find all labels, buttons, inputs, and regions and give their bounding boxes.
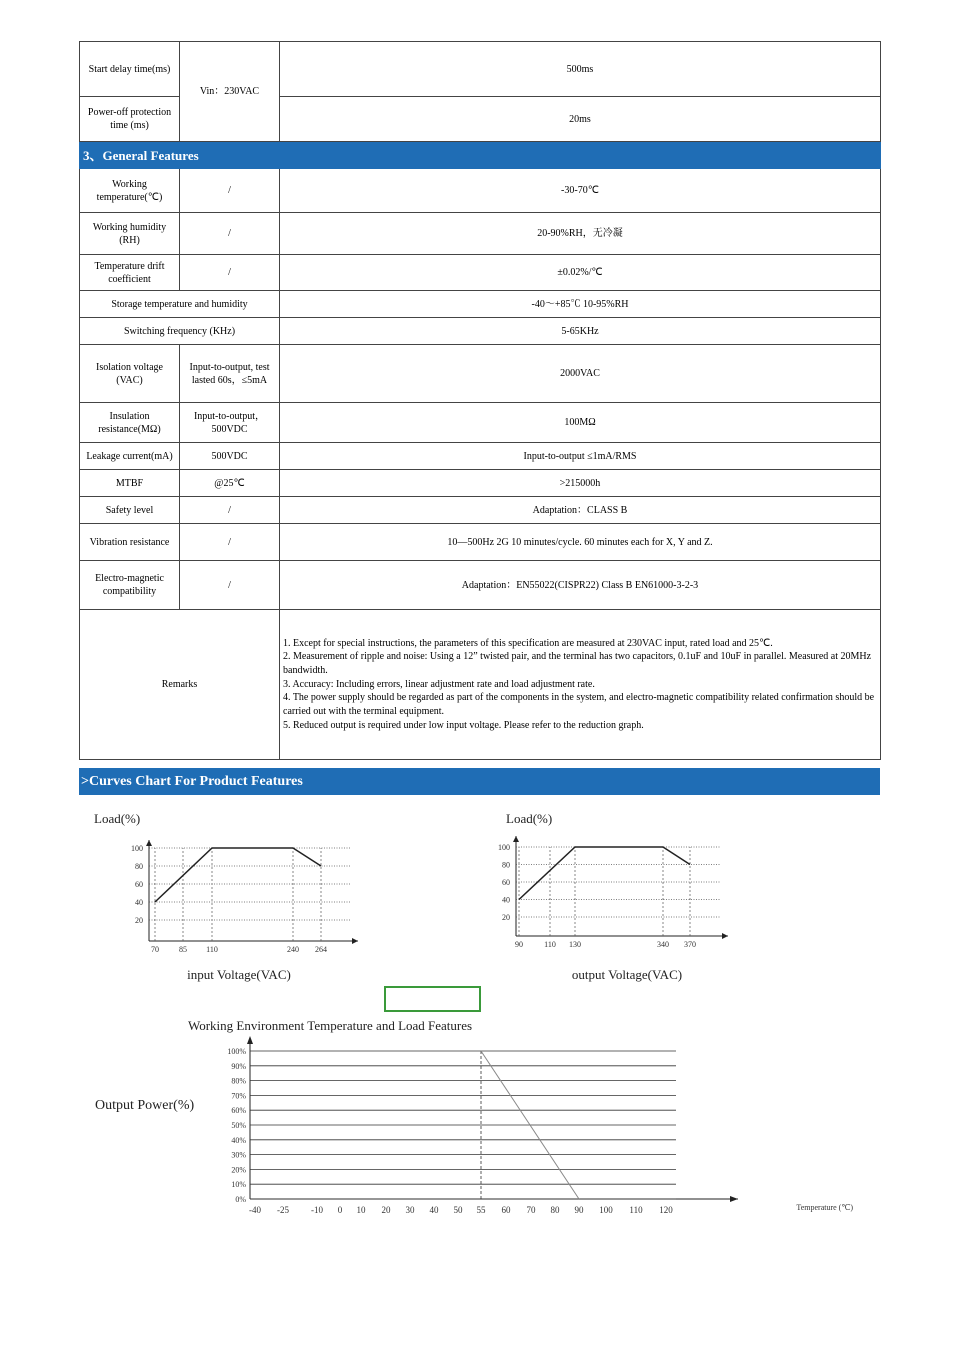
- y-tick-label: 40: [135, 898, 143, 907]
- y-axis-arrow: [513, 836, 519, 842]
- leakage-cond: 500VDC: [180, 443, 280, 470]
- x-tick-label: 85: [179, 945, 187, 954]
- x-tick-label: 110: [629, 1205, 643, 1215]
- x-tick-label: 30: [405, 1205, 415, 1215]
- drift-label: Temperature drift coefficient: [80, 255, 180, 291]
- y-tick-label: 80: [502, 860, 510, 870]
- switching-label: Switching frequency (KHz): [80, 318, 280, 345]
- isolation-cond: Input-to-output, test lasted 60s，≤5mA: [180, 345, 280, 403]
- x-tick-label: 370: [684, 940, 696, 949]
- remarks-text: [280, 610, 881, 760]
- humidity-label: Working humidity (RH): [80, 213, 180, 255]
- drift-value: ±0.02%/℃: [280, 255, 881, 291]
- drift-cond: /: [180, 255, 280, 291]
- start-delay-value: 500ms: [280, 42, 881, 97]
- mtbf-value: >215000h: [280, 470, 881, 497]
- y-axis-title: Output Power(%): [95, 1098, 195, 1113]
- working-temp-value: -30-70℃: [280, 169, 881, 213]
- y-tick-label: 40: [502, 895, 510, 905]
- vibration-value: 10—500Hz 2G 10 minutes/cycle. 60 minutes each for X, Y and Z.: [280, 524, 881, 561]
- insulation-label: Insulation resistance(MΩ): [80, 403, 180, 443]
- poweroff-label: Power-off protection time (ms): [80, 97, 180, 142]
- curves-section-header: [79, 768, 880, 795]
- y-tick-label: 90%: [231, 1061, 246, 1071]
- x-tick-label: 110: [544, 940, 556, 949]
- isolation-value: 2000VAC: [280, 345, 881, 403]
- remark-line: 3. Accuracy: Including errors, linear adjustment rate and load adjustment rate.: [283, 678, 595, 690]
- x-tick-label: 100: [599, 1205, 613, 1215]
- vibration-label: Vibration resistance: [80, 524, 180, 561]
- emc-cond: /: [180, 561, 280, 610]
- curves-title: >Curves Chart For Product Features: [81, 774, 303, 789]
- remarks-label: Remarks: [80, 610, 280, 760]
- y-tick-label: 100: [131, 844, 143, 853]
- y-axis-arrow: [146, 840, 152, 846]
- remark-line: 4. The power supply should be regarded as part of the components in the system, and electro-magnetic compatibility related confirmation should be carried out with the terminal equipment.: [283, 692, 875, 718]
- y-tick-label: 10%: [231, 1180, 246, 1190]
- y-tick-label: 80: [135, 862, 143, 871]
- start-delay-label: Start delay time(ms): [80, 42, 180, 97]
- remark-line: 5. Reduced output is required under low input voltage. Please refer to the reduction graph.: [283, 719, 644, 731]
- x-tick-label: 60: [501, 1205, 511, 1215]
- y-tick-label: 20%: [231, 1165, 246, 1175]
- y-axis-title: Load(%): [94, 811, 141, 826]
- y-tick-label: 60: [502, 878, 510, 887]
- insulation-value: 100MΩ: [280, 403, 881, 443]
- x-tick-label: -25: [277, 1205, 289, 1215]
- x-tick-label: 80: [550, 1205, 560, 1215]
- leakage-label: Leakage current(mA): [80, 443, 180, 470]
- mtbf-label: MTBF: [80, 470, 180, 497]
- load-curve: [155, 848, 321, 902]
- safety-cond: /: [180, 497, 280, 524]
- emc-label: Electro-magnetic compatibility: [80, 561, 180, 610]
- y-tick-label: 100%: [227, 1047, 246, 1056]
- x-tick-label: 120: [659, 1205, 673, 1215]
- vin-condition: Vin：230VAC: [180, 42, 280, 142]
- x-tick-label: 70: [526, 1205, 536, 1215]
- safety-label: Safety level: [80, 497, 180, 524]
- x-tick-label: 50: [453, 1205, 463, 1215]
- emc-value: Adaptation：EN55022(CISPR22) Class B EN61000-3-2-3: [280, 561, 881, 610]
- x-tick-label: 90: [574, 1205, 584, 1215]
- x-axis-arrow: [722, 933, 728, 939]
- y-tick-label: 0%: [235, 1195, 246, 1204]
- selection-box: [384, 986, 481, 1012]
- x-axis-title: Temperature (℃): [796, 1203, 853, 1212]
- leakage-value: Input-to-output ≤1mA/RMS: [280, 443, 881, 470]
- remark-line: 2. Measurement of ripple and noise: Using a 12” twisted pair, and the terminal has two capacitors, 0.1uF and 10uF in parallel. Measured at 20MHz bandwidth.: [283, 651, 872, 676]
- x-axis-title: output Voltage(VAC): [571, 967, 683, 982]
- y-tick-label: 100: [498, 843, 510, 852]
- y-tick-label: 30%: [231, 1150, 246, 1160]
- poweroff-value: 20ms: [280, 97, 881, 142]
- spec-table: [79, 41, 881, 760]
- x-tick-label: 20: [381, 1205, 391, 1215]
- x-tick-label: -40: [249, 1205, 261, 1215]
- vibration-cond: /: [180, 524, 280, 561]
- humidity-cond: /: [180, 213, 280, 255]
- y-tick-label: 60: [135, 880, 143, 889]
- x-axis-title: input Voltage(VAC): [187, 967, 291, 982]
- y-tick-label: 60%: [231, 1106, 246, 1116]
- y-tick-label: 20: [502, 913, 510, 922]
- y-tick-label: 80%: [231, 1076, 246, 1086]
- remark-line: 1. Except for special instructions, the parameters of this specification are measured at 230VAC input, rated load and 25℃.: [283, 637, 773, 649]
- x-tick-label: 40: [429, 1205, 439, 1215]
- y-axis-arrow: [247, 1036, 253, 1044]
- chart-title: Working Environment Temperature and Load Features: [188, 1018, 473, 1033]
- x-tick-label: 340: [657, 940, 669, 949]
- x-tick-label: 264: [315, 945, 327, 954]
- x-tick-label: 70: [151, 945, 159, 954]
- isolation-label: Isolation voltage (VAC): [80, 345, 180, 403]
- x-tick-label: 0: [337, 1205, 343, 1215]
- x-tick-label: 110: [206, 945, 218, 954]
- safety-value: Adaptation：CLASS B: [280, 497, 881, 524]
- y-axis-title: Load(%): [506, 811, 553, 826]
- x-axis-arrow: [730, 1196, 738, 1202]
- humidity-value: 20-90%RH，无冷凝: [280, 213, 881, 255]
- x-tick-label: 55: [476, 1205, 486, 1215]
- working-temp-cond: /: [180, 169, 280, 213]
- storage-value: -40～+85℃ 10-95%RH: [280, 291, 881, 318]
- storage-label: Storage temperature and humidity: [80, 291, 280, 318]
- x-tick-label: 10: [356, 1205, 366, 1215]
- mtbf-cond: @25℃: [180, 470, 280, 497]
- x-axis-arrow: [352, 938, 358, 944]
- section-title: 3、General Features: [80, 142, 881, 169]
- y-tick-label: 20: [135, 916, 143, 925]
- x-tick-label: -10: [311, 1205, 323, 1215]
- insulation-cond: Input-to-output，500VDC: [180, 403, 280, 443]
- switching-value: 5-65KHz: [280, 318, 881, 345]
- x-tick-label: 130: [569, 940, 581, 949]
- y-tick-label: 50%: [231, 1121, 246, 1130]
- x-tick-label: 240: [287, 945, 299, 954]
- load-curve: [519, 847, 690, 900]
- x-tick-label: 90: [515, 940, 523, 949]
- y-tick-label: 40%: [231, 1135, 246, 1145]
- y-tick-label: 70%: [231, 1091, 246, 1101]
- charts-area: [0, 800, 960, 1240]
- working-temp-label: Working temperature(℃): [80, 169, 180, 213]
